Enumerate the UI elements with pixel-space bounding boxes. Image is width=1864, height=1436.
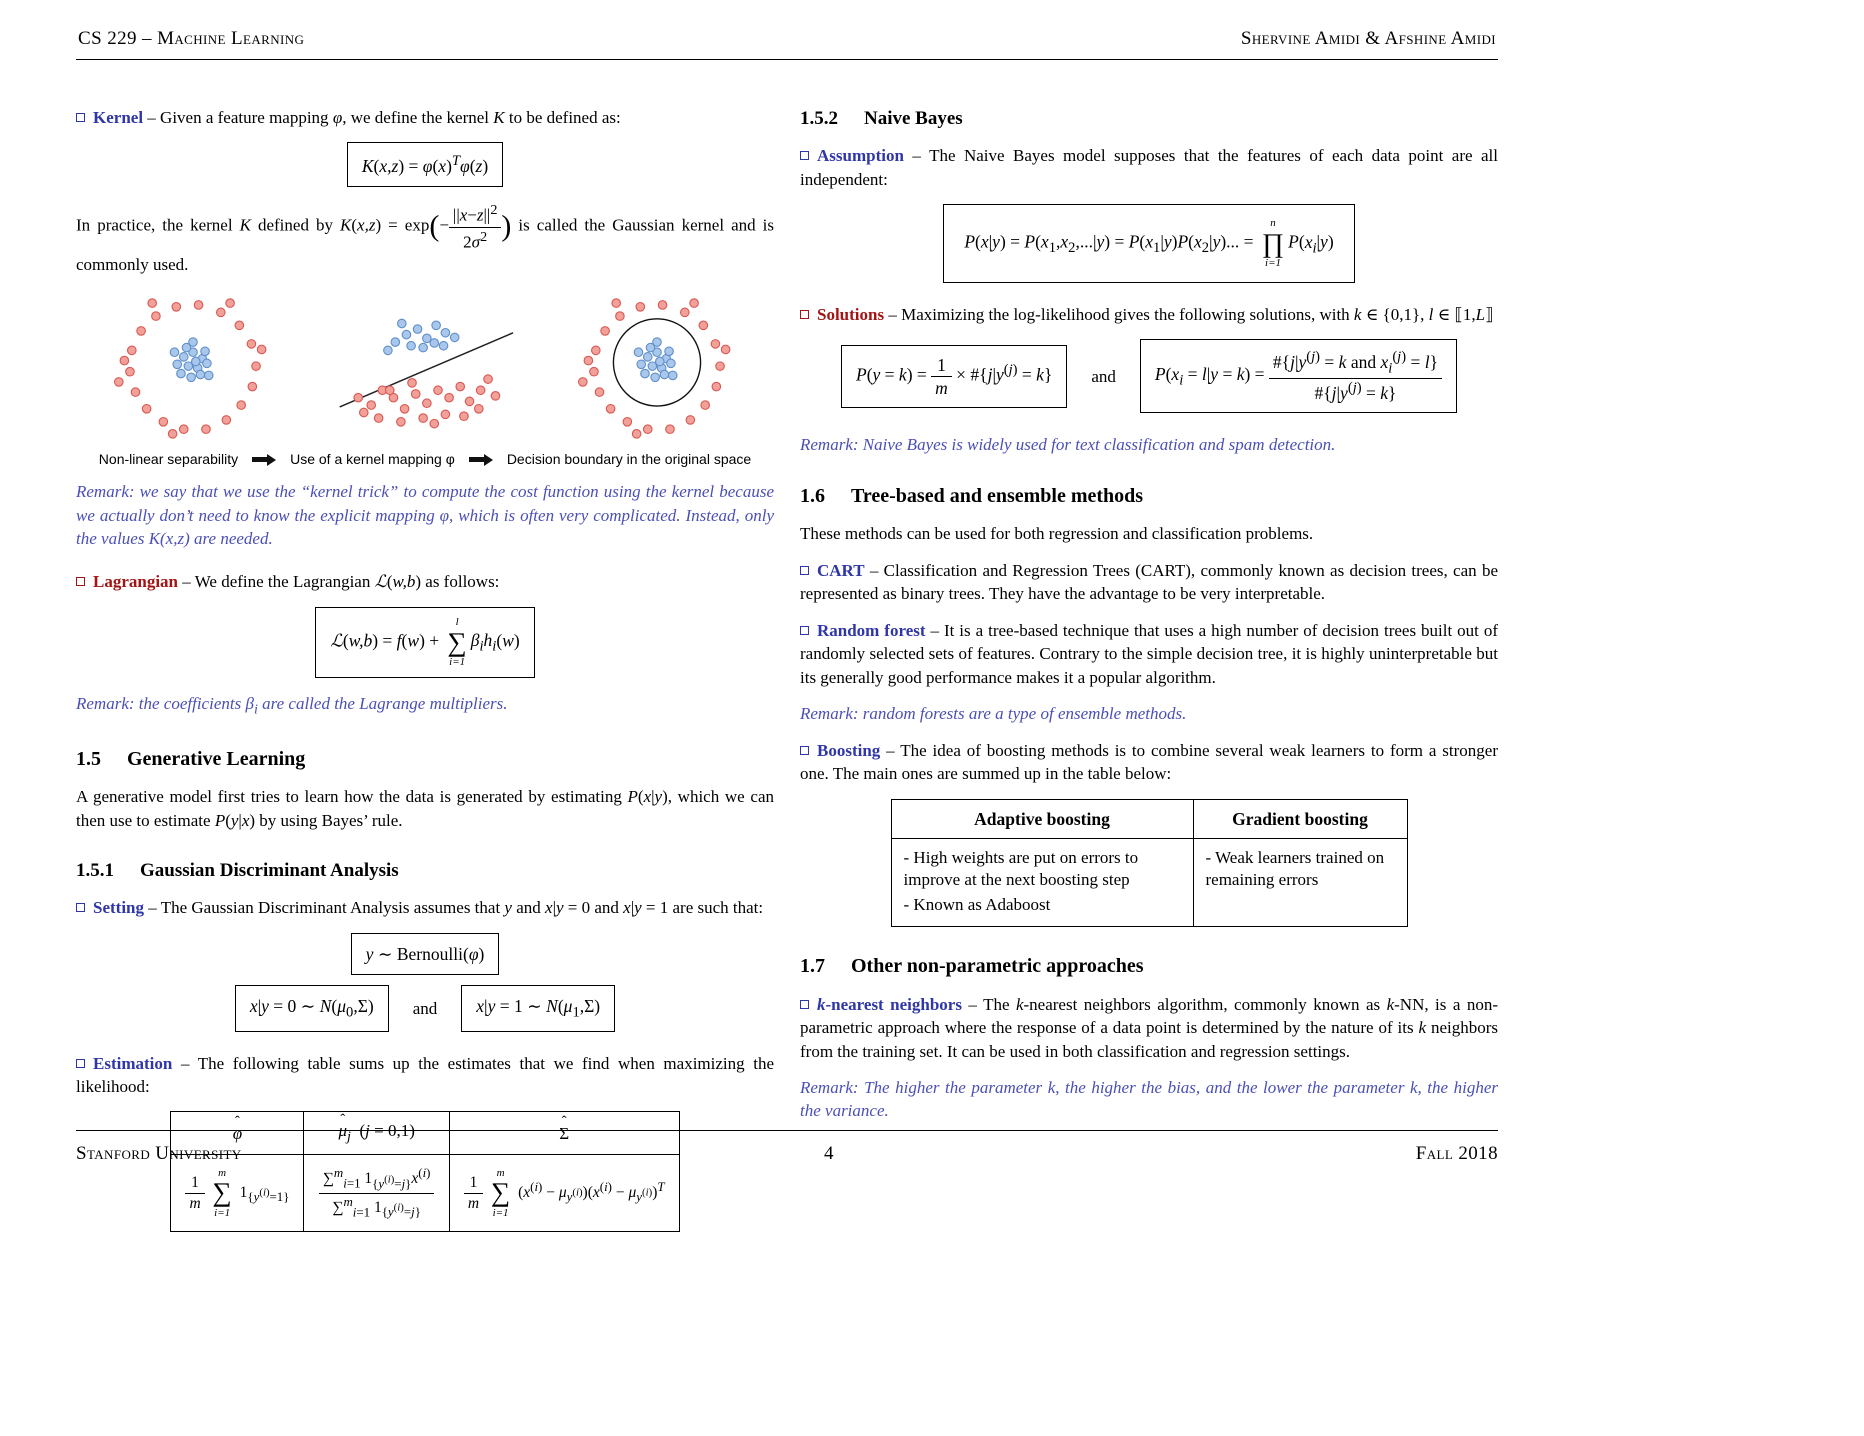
- term-estimation-label: Estimation: [93, 1053, 173, 1073]
- nb-assumption-definition: [800, 144, 1498, 191]
- term-estimation: [76, 1054, 172, 1073]
- gda-setting-text: – The Gaussian Discriminant Analysis assumes that y and x|y = 0 and x|y = 1 are such that:: [148, 898, 764, 918]
- gda-formula-y1: x|y = 1 ∼ $N(\mu_1,\Sigma)$: [461, 985, 615, 1032]
- square-bullet-icon: [76, 577, 85, 586]
- knn-remark: Remark: The higher the parameter k, the higher the bias, and the lower the parameter k, the higher the variance.: [800, 1077, 1498, 1121]
- kernel-remark: Remark: we say that we use the “kernel trick” to compute the cost function using the kernel because we actually don’t need to know the explicit mapping φ, which is often very complicated. Instead, only the values K(x,z) are needed.: [76, 482, 774, 548]
- gda-gaussian-formulas: [76, 985, 774, 1032]
- term-cart: [800, 561, 865, 580]
- estimation-header-phi: φ ˆ: [171, 1112, 304, 1155]
- gda-estimation-definition: [76, 1052, 774, 1099]
- random-forest-definition: [800, 619, 1498, 689]
- arrow-head: [484, 454, 493, 466]
- term-boosting: [800, 741, 880, 760]
- footer-institution: Stanford University: [76, 1143, 242, 1164]
- kernel-formula: $K(x,z) = \varphi(x)^T\varphi(z)$: [347, 142, 503, 187]
- section-1-6-title: Tree-based and ensemble methods: [851, 484, 1144, 507]
- section-1-5-title: Generative Learning: [127, 747, 306, 770]
- term-setting: [76, 898, 144, 917]
- gda-bernoulli-formula: y ∼ Bernoulli(φ): [351, 933, 500, 975]
- term-boosting-label: Boosting: [817, 740, 881, 760]
- kernel-figure-captions: [76, 451, 774, 468]
- term-lagrangian-label: Lagrangian: [93, 572, 179, 592]
- section-1-7-heading: [800, 953, 1498, 981]
- term-kernel: [76, 108, 143, 127]
- section-1-5-1-title: Gaussian Discriminant Analysis: [140, 860, 399, 882]
- boosting-text: – The idea of boosting methods is to combine several weak learners to form a stronger one. The main ones are summed up in the table below:: [800, 740, 1498, 784]
- boosting-table: [891, 799, 1408, 927]
- section-1-6-heading: [800, 483, 1498, 511]
- estimation-header-mu: μ ˆ$_j$ (j = 0,1): [304, 1112, 449, 1155]
- term-random-forest-label: Random forest: [817, 620, 926, 640]
- scatter-panel: [555, 289, 759, 447]
- nb-independence-formula: $P(x|y) = P(x_1,x_2,...|y) = P(x_1|y)P(x_2|y)$... = n ∏ i=1 $P(x_i|y)$: [943, 204, 1354, 283]
- boosting-cell-gradient: [1193, 838, 1407, 926]
- two-column-layout: [76, 106, 1498, 1232]
- boosting-adaptive-line-1: - High weights are put on errors to improve at the next boosting step: [903, 847, 1139, 890]
- estimation-cell-mu: $\frac{\sum^m_{i=1} 1_{\{y^{(i)}=j\}}x^{(i)}}{\sum^m_{i=1} 1_{\{y^{(i)}=j\}}}$: [304, 1155, 449, 1231]
- term-assumption-label: Assumption: [817, 146, 904, 166]
- tree-methods-intro: These methods can be used for both regression and classification problems.: [800, 524, 1314, 544]
- nb-formula-wrap: [800, 204, 1498, 283]
- arrow-shaft: [252, 457, 267, 462]
- generative-intro-paragraph: A generative model first tries to learn how the data is generated by estimating P(x|y), which we can then use to estimate P(y|x) by using Bayes’ rule.: [76, 787, 774, 830]
- square-bullet-icon: [76, 1059, 85, 1068]
- nb-solutions-text: – Maximizing the log-likelihood gives the following solutions, with k ∈ {0,1}, l ∈ ⟦1,L⟧: [888, 304, 1494, 324]
- square-bullet-icon: [800, 746, 809, 755]
- term-knn-label: k-nearest neighbors: [817, 994, 962, 1014]
- gda-formula-y0: x|y = 0 ∼ $N(\mu_0,\Sigma)$: [235, 985, 389, 1032]
- term-random-forest: [800, 621, 926, 640]
- boosting-table-header-row: [891, 799, 1407, 838]
- caption-kernel-mapping: Use of a kernel mapping φ: [290, 451, 455, 468]
- arrow-head: [267, 454, 276, 466]
- estimation-table-body-row: [171, 1155, 679, 1231]
- section-1-5-2-title: Naive Bayes: [864, 108, 963, 129]
- knn-text: – The k-nearest neighbors algorithm, commonly known as k-NN, is a non-parametric approach where the response of a data point is determined by the nature of its k neighbors from the training set. It can be used in both classification and regression settings.: [800, 994, 1498, 1061]
- gda-bernoulli-formula-wrap: [76, 933, 774, 975]
- nb-solutions-definition: [800, 303, 1498, 326]
- random-forest-remark: Remark: random forests are a type of ensemble methods.: [800, 704, 1187, 724]
- section-1-5-number: 1.5: [76, 747, 101, 770]
- cart-definition: [800, 559, 1498, 606]
- footer-page-number: 4: [823, 1143, 834, 1164]
- boosting-adaptive-line-2: - Known as Adaboost: [903, 894, 1051, 914]
- header-course-title: CS 229 – Machine Learning: [78, 28, 305, 49]
- lagrangian-remark: Remark: the coefficients $\beta_i$ are called the Lagrange multipliers.: [76, 693, 508, 718]
- random-forest-text: – It is a tree-based technique that uses a high number of decision trees built out of randomly selected sets of features. Contrary to the simple decision tree, it is highly uninterpretable but its generally good performance makes it a popular algorithm.: [800, 620, 1498, 687]
- lagrangian-definition-text: – We define the Lagrangian ℒ(w,b) as follows:: [182, 572, 500, 592]
- gda-estimation-text: – The following table sums up the estimates that we find when maximizing the likelihood:: [76, 1053, 775, 1097]
- square-bullet-icon: [800, 626, 809, 635]
- estimation-header-sigma: Σ ˆ: [449, 1112, 679, 1155]
- square-bullet-icon: [800, 1000, 809, 1009]
- scatter-panel: [323, 289, 527, 447]
- square-bullet-icon: [76, 903, 85, 912]
- section-1-5-2-number: 1.5.2: [800, 108, 838, 129]
- right-column: [800, 106, 1498, 1232]
- square-bullet-icon: [76, 113, 85, 122]
- term-solutions-label: Solutions: [817, 304, 885, 324]
- term-cart-label: CART: [817, 560, 865, 580]
- estimation-cell-phi: $\frac{1}{m}$ m ∑ i=1 $1_{\{y^{(i)}=1\}}$: [171, 1155, 304, 1231]
- gda-setting-definition: [76, 896, 774, 919]
- lagrangian-formula-wrap: [76, 607, 774, 678]
- section-1-6-number: 1.6: [800, 484, 825, 507]
- boosting-header-adaptive: Adaptive boosting: [891, 799, 1193, 838]
- square-bullet-icon: [800, 310, 809, 319]
- and-connector: and: [1091, 366, 1116, 386]
- page-header: [76, 0, 1498, 60]
- term-solutions: [800, 305, 884, 324]
- square-bullet-icon: [800, 151, 809, 160]
- kernel-definition: [76, 106, 774, 129]
- boosting-gradient-line-1: - Weak learners trained on remaining errors: [1205, 847, 1385, 890]
- caption-decision-boundary: Decision boundary in the original space: [506, 451, 752, 468]
- term-assumption: [800, 146, 904, 165]
- kernel-figure: [76, 289, 774, 468]
- estimation-cell-sigma: $\frac{1}{m}$ m ∑ i=1 $(x^{(i)} - \mu_{y^{(i)}})(x^{(i)} - \mu_{y^{(i)}})^T$: [449, 1155, 679, 1231]
- section-1-5-2-heading: [800, 106, 1498, 132]
- kernel-definition-text: – Given a feature mapping φ, we define the kernel K to be defined as:: [147, 108, 621, 127]
- scatter-panel: [91, 289, 295, 447]
- section-1-7-title: Other non-parametric approaches: [851, 955, 1144, 977]
- arrow-shaft: [469, 457, 484, 462]
- right-arrow-icon: [252, 454, 276, 466]
- nb-remark: Remark: Naive Bayes is widely used for text classification and spam detection.: [800, 435, 1336, 455]
- page-footer: [76, 1130, 1498, 1165]
- lagrangian-definition: [76, 570, 774, 593]
- caption-nonlinear-separability: Non-linear separability: [98, 451, 239, 468]
- cart-text: – Classification and Regression Trees (CART), commonly known as decision trees, can be represented as binary trees. They have the advantage to be very interpretable.: [800, 560, 1498, 604]
- and-connector: and: [412, 998, 438, 1018]
- section-1-7-number: 1.7: [800, 955, 825, 977]
- term-setting-label: Setting: [93, 898, 144, 918]
- term-knn: [800, 995, 962, 1014]
- term-lagrangian: [76, 572, 178, 591]
- document-page: [76, 0, 1498, 1232]
- term-kernel-label: Kernel: [93, 108, 144, 127]
- nb-formula-py: P(y = k) = $\frac{1}{m}$ × $\#\{j|y^{(j)} = k\}$: [841, 345, 1067, 408]
- section-1-5-1-heading: [76, 858, 774, 884]
- square-bullet-icon: [800, 566, 809, 575]
- nb-solution-formulas: [800, 339, 1498, 413]
- boosting-definition: [800, 739, 1498, 786]
- header-authors: Shervine Amidi & Afshine Amidi: [1240, 28, 1496, 49]
- boosting-cell-adaptive: [891, 838, 1193, 926]
- gaussian-kernel-paragraph: In practice, the kernel K defined by K(x,z) = exp(− $\frac{||x-z||^2}{2\sigma^2}$ ) is called the Gaussian kernel and is commonly used.: [76, 202, 775, 274]
- section-1-5-1-number: 1.5.1: [76, 860, 114, 882]
- lagrangian-formula: ℒ(w,b) = f(w) + l ∑ i=1 $\beta_ih_i(w)$: [315, 607, 534, 678]
- boosting-header-gradient: Gradient boosting: [1193, 799, 1407, 838]
- section-1-5-heading: [76, 746, 774, 774]
- right-arrow-icon: [469, 454, 493, 466]
- boosting-table-body-row: [891, 838, 1407, 926]
- footer-term: Fall 2018: [1415, 1143, 1498, 1164]
- nb-formula-pxl: $P(x_i = l|y = k)$ = $\frac{\#\{j|y^{(j)} = k and x_i^{(j)} = l\}}{\#\{j|y^{(j)} = k\}}$: [1140, 339, 1457, 413]
- kernel-figure-panels: [76, 289, 774, 447]
- knn-definition: [800, 993, 1498, 1063]
- nb-assumption-text: – The Naive Bayes model supposes that the features of each data point are all independent:: [800, 146, 1498, 189]
- kernel-formula-wrap: [76, 142, 774, 187]
- left-column: [76, 106, 774, 1232]
